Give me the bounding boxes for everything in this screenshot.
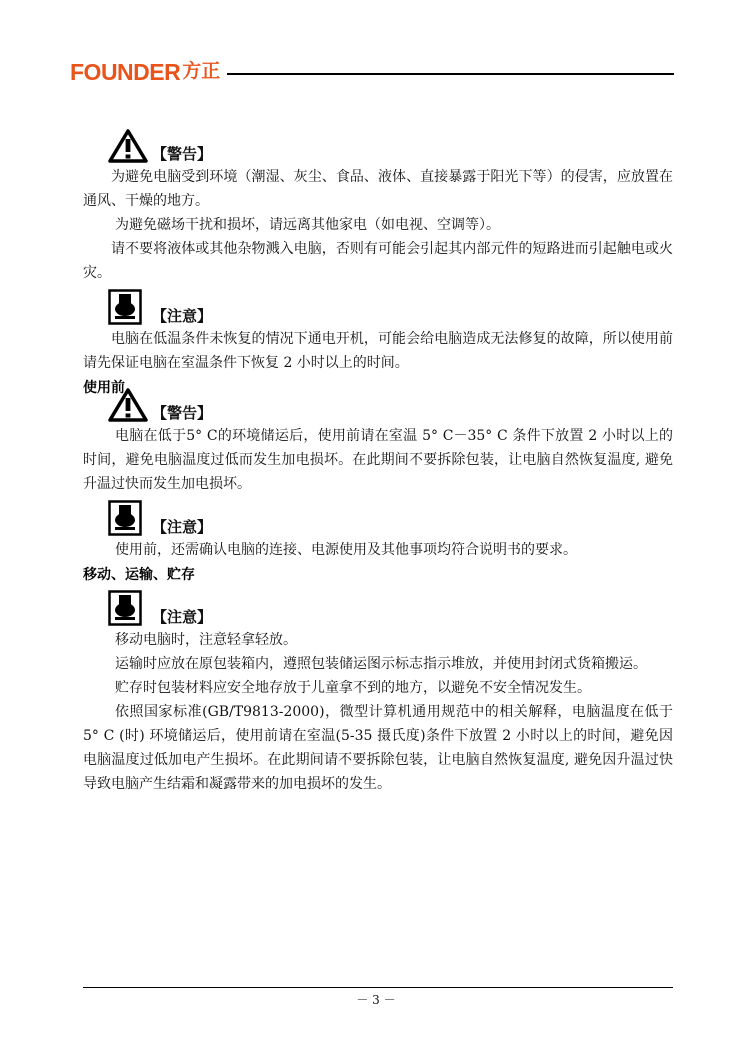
page-header	[70, 60, 674, 84]
paragraph: 使用前，还需确认电脑的连接、电源使用及其他事项均符合说明书的要求。	[115, 542, 577, 558]
section-heading: 使用前	[83, 379, 125, 395]
document-body	[83, 140, 673, 796]
caution-label: 【注意】	[152, 308, 213, 325]
brand-cn: 方正	[182, 61, 221, 82]
caution-notice-2	[108, 496, 673, 538]
warning-notice-2	[108, 390, 673, 424]
warning-notice-1	[108, 131, 673, 165]
caution-lamp-icon	[108, 289, 142, 325]
caution-notice-1	[108, 285, 673, 327]
header-rule	[227, 73, 674, 75]
paragraph: 请不要将液体或其他杂物溅入电脑，否则有可能会引起其内部元件的短路进而引起触电或火灾。	[83, 241, 673, 281]
page-number: － 3 －	[356, 993, 396, 1007]
warning-label: 【警告】	[152, 146, 213, 163]
founder-logo	[70, 60, 220, 84]
paragraph: 为避免磁场干扰和损坏，请远离其他家电（如电视、空调等）。	[115, 217, 500, 233]
paragraph: 电脑在低温条件未恢复的情况下通电开机，可能会给电脑造成无法修复的故障，所以使用前请先保证电脑在室温条件下恢复 2 小时以上的时间。	[83, 331, 673, 371]
caution-notice-3	[108, 586, 673, 628]
paragraph: 移动电脑时，注意轻拿轻放。	[115, 632, 297, 648]
caution-label: 【注意】	[152, 609, 213, 626]
section-heading: 移动、运输、贮存	[83, 566, 195, 582]
paragraph: 电脑在低于5° C的环境储运后，使用前请在室温 5° C－35° C 条件下放置 2 小时以上的时间，避免电脑温度过低而发生加电损坏。在此期间不要拆除包装，让电脑自然恢复温度, 避免升温过快而发生加电损坏。	[83, 428, 673, 492]
warning-label: 【警告】	[152, 405, 213, 422]
footer-rule	[83, 987, 673, 988]
paragraph: 依照国家标准(GB/T9813-2000)，微型计算机通用规范中的相关解释，电脑温度在低于 5° C (时) 环境储运后，使用前请在室温(5-35 摄氏度)条件下放置 2 小时以上的时间，避免因电脑温度过低加电产生损坏。在此期间请不要拆除包装，让电脑自然恢复温度, 避免因升温过快导致电脑产生结霜和凝露带来的加电损坏的发生。	[83, 704, 673, 792]
warning-triangle-icon	[108, 129, 148, 163]
warning-triangle-icon	[108, 388, 148, 422]
paragraph: 运输时应放在原包装箱内，遵照包装储运图示标志指示堆放，并使用封闭式货箱搬运。	[115, 656, 647, 672]
brand-latin: FOUNDER	[70, 59, 181, 85]
paragraph: 为避免电脑受到环境（潮湿、灰尘、食品、液体、直接暴露于阳光下等）的侵害，应放置在通风、干燥的地方。	[83, 169, 673, 209]
caution-lamp-icon	[108, 590, 142, 626]
caution-lamp-icon	[108, 500, 142, 536]
caution-label: 【注意】	[152, 519, 213, 536]
paragraph: 贮存时包装材料应安全地存放于儿童拿不到的地方，以避免不安全情况发生。	[115, 680, 591, 696]
